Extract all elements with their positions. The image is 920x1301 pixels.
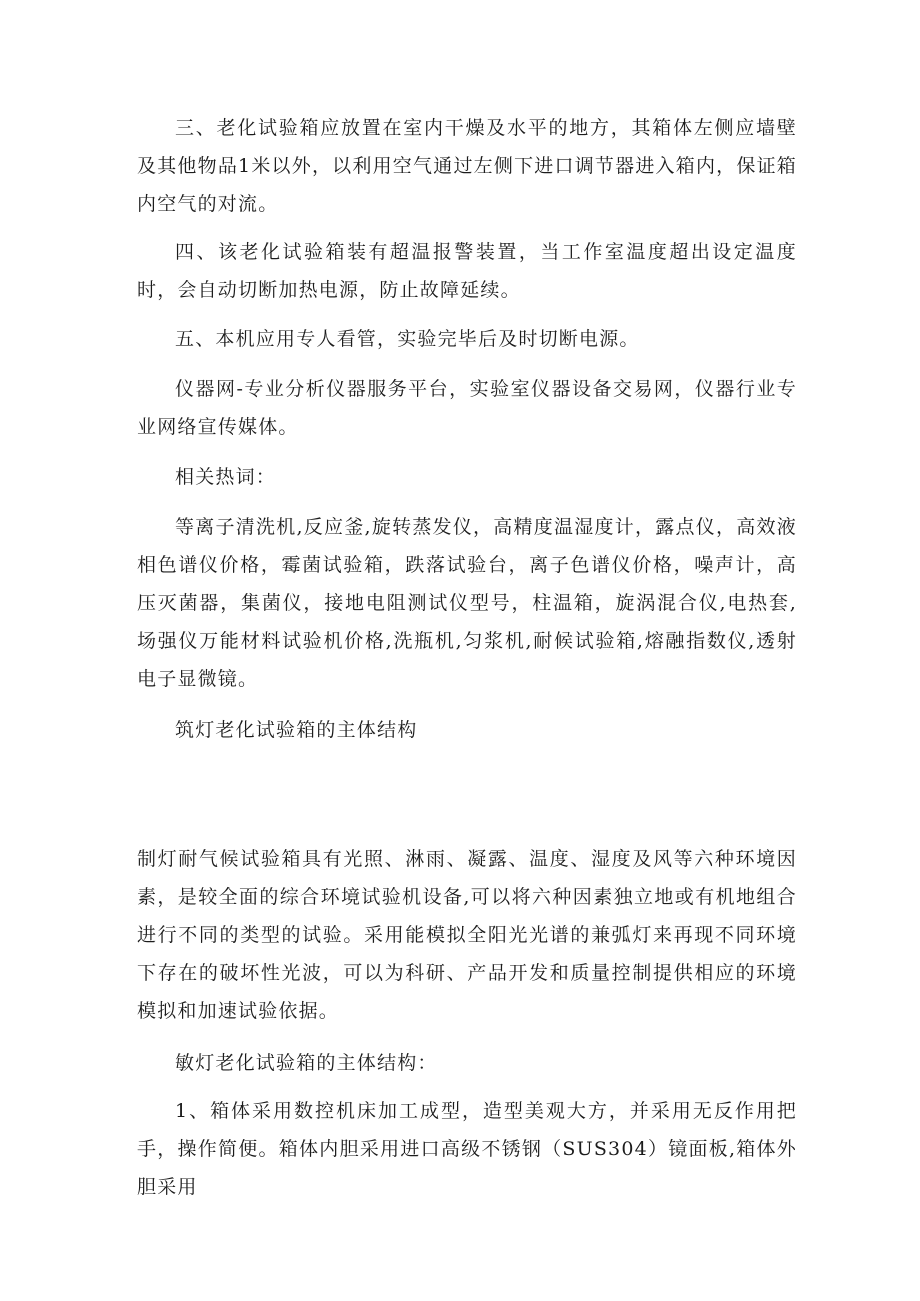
paragraph-weathering-chamber-description: 制灯耐气候试验箱具有光照、淋雨、凝露、温度、湿度及风等六种环境因素，是较全面的综合环境试验机设备,可以将六种因素独立地或有机地组合进行不同的类型的试验。采用能模拟全阳光光谱的兼弧灯来再现不同环境下存在的破坏性光波，可以为科研、产品开发和质量控制提供相应的环境模拟和加速试验依据。: [137, 848, 797, 1022]
paragraph-overtemp-alarm: 四、该老化试验箱装有超温报警装置，当工作室温度超出设定温度时，会自动切断加热电源，防止故障延续。: [137, 241, 797, 301]
paragraph-cabinet-construction: 1、箱体采用数控机床加工成型，造型美观大方，并采用无反作用把手，操作简便。箱体内胆采用进口高级不锈钢（SUS304）镜面板,箱体外胆采用: [137, 1100, 797, 1198]
paragraph-hot-keywords-label: 相关热词：: [175, 466, 277, 488]
paragraph-supervision: 五、本机应用专人看管，实验完毕后及时切断电源。: [175, 328, 640, 350]
paragraph-hot-keywords: 等离子清洗机,反应釜,旋转蒸发仪，高精度温湿度计，露点仪，高效液相色谱仪价格，霉菌试验箱，跌落试验台，离子色谱仪价格，噪声计，高压灭菌器，集菌仪，接地电阻测试仪型号，柱温箱，旋涡混合仪,电热套,场强仪万能材料试验机价格,洗瓶机,匀浆机,耐候试验箱,熔融指数仪,透射电子显微镜。: [137, 516, 797, 690]
paragraph-site-intro: 仪器网-专业分析仪器服务平台，实验室仪器设备交易网，仪器行业专业网络宣传媒体。: [137, 378, 797, 438]
section-heading-main-structure: 筑灯老化试验箱的主体结构: [175, 719, 418, 741]
section-heading-main-structure-2: 敏灯老化试验箱的主体结构：: [175, 1052, 438, 1074]
paragraph-placement-requirements: 三、老化试验箱应放置在室内干燥及水平的地方，其箱体左侧应墙壁及其他物品1米以外，以利用空气通过左侧下进口调节器进入箱内，保证箱内空气的对流。: [137, 117, 797, 215]
